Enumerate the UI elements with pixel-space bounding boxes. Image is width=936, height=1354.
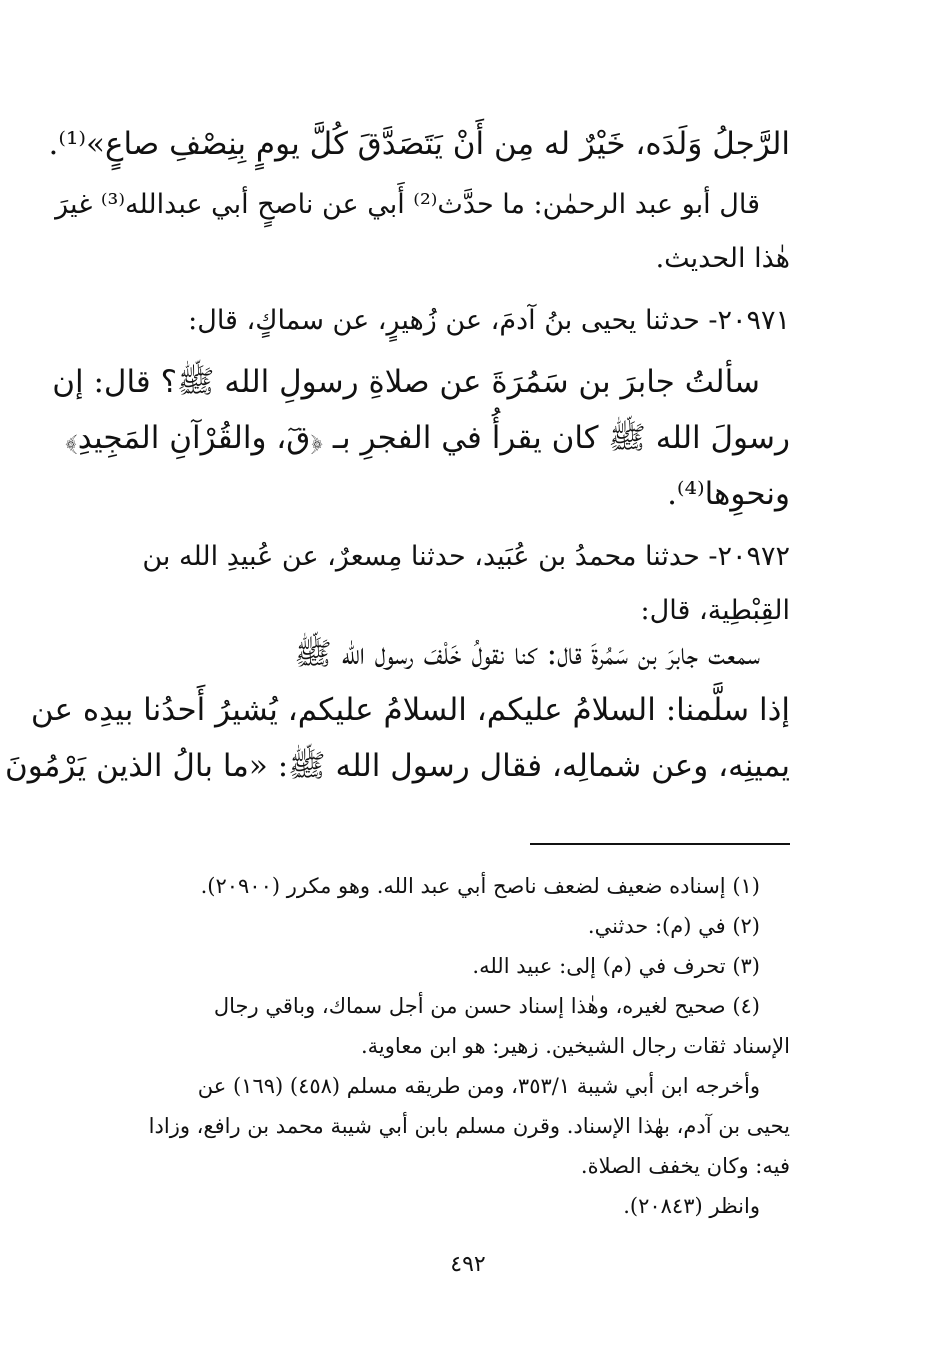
- footnotes: [140, 866, 790, 1226]
- text-line: القِبْطِية، قال:: [640, 595, 790, 626]
- footnote-separator: [530, 843, 790, 845]
- hadith-20972-matn: [5, 626, 790, 794]
- text-line: سألتُ جابرَ بن سَمُرَةَ عن صلاةِ رسولِ الله ﷺ؟ قال: إن: [52, 364, 760, 400]
- text-line: إذا سلَّمنا: السلامُ عليكم، السلامُ عليكم، يُشيرُ أَحدُنا بيدِه عن: [30, 692, 790, 728]
- hadith-20971-isnad: [140, 294, 790, 348]
- text-line: قال أبو عبد الرحمٰن: ما حدَّث⁽²⁾ أَبي عن ناصحٍ أبي عبدالله⁽³⁾ غيرَ: [55, 189, 760, 220]
- footnote-5-line: فيه: وكان يخفف الصلاة.: [580, 1154, 790, 1178]
- hadith-20971-matn: [52, 354, 790, 522]
- text-line: ونحوِها⁽⁴⁾.: [667, 476, 790, 512]
- text-line: ٢٠٩٧٢- حدثنا محمدُ بن عُبَيد، حدثنا مِسعرٌ، عن عُبيدِ الله بن: [142, 541, 790, 572]
- paragraph-hadith-ending: [48, 116, 790, 172]
- footnote-5-line: يحيى بن آدم، بهٰذا الإسناد. وقرن مسلم بابن أبي شيبة محمد بن رافع، وزادا: [148, 1114, 790, 1138]
- footnote-5-line: وأخرجه ابن أبي شيبة ٣٥٣/١، ومن طريقه مسلم (٤٥٨) (١٦٩) عن: [197, 1074, 760, 1098]
- paragraph-abu-abdurrahman-note: [55, 178, 790, 286]
- text-line: ٢٠٩٧١- حدثنا يحيى بنُ آدمَ، عن زُهيرٍ، عن سماكٍ، قال:: [188, 305, 790, 336]
- footnote-6: وانظر (٢٠٨٤٣).: [623, 1194, 760, 1218]
- text-line: يمينِه، وعن شمالِه، فقال رسول الله ﷺ: «ما بالُ الذين يَرْمُونَ: [5, 748, 790, 784]
- footnote-4-line: الإسناد ثقات رجال الشيخين. زهير: هو ابن معاوية.: [361, 1034, 790, 1058]
- hadith-20972-isnad: [140, 530, 790, 638]
- page-number: ٤٩٢: [450, 1252, 486, 1277]
- footnote-3: (٣) تحرف في (م) إلى: عبيد الله.: [472, 954, 760, 978]
- text-line: سمعت جابرَ بن سَمُرةَ قال: كنا نقولُ خَلْفَ رسول الله ﷺ: [294, 636, 760, 672]
- text-line: رسولَ الله ﷺ كان يقرأُ في الفجرِ بـ ﴿قٓ، والقُرْآنِ المَجِيدِ﴾: [65, 420, 790, 456]
- footnote-2: (٢) في (م): حدثني.: [587, 914, 760, 938]
- footnote-4-line: (٤) صحيح لغيره، وهٰذا إسناد حسن من أجل سماك، وباقي رجال: [213, 994, 760, 1018]
- text-line: الرَّجلُ وَلَدَه، خَيْرٌ له مِن أَنْ يَتَصَدَّقَ كُلَّ يومٍ بِنِصْفِ صاعٍ»⁽¹⁾.: [48, 126, 790, 162]
- footnote-1: (١) إسناده ضعيف لضعف ناصح أبي عبد الله. وهو مكرر (٢٠٩٠٠).: [200, 874, 760, 898]
- text-line: هٰذا الحديث.: [655, 243, 790, 274]
